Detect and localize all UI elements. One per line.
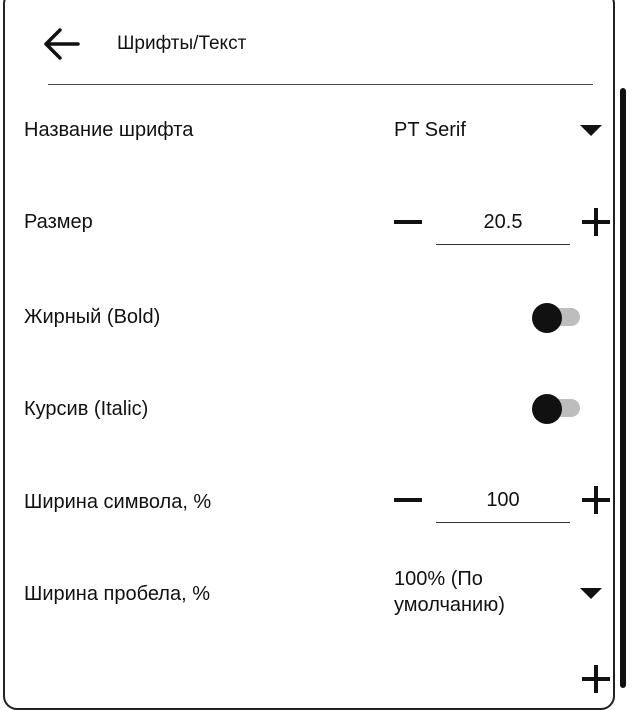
char-width-input[interactable] (436, 488, 570, 523)
char-width-stepper (392, 470, 612, 530)
size-input[interactable] (436, 210, 570, 245)
setting-size (0, 194, 612, 254)
size-decrease-button[interactable] (392, 205, 426, 239)
setting-font-name (0, 100, 612, 160)
bold-label: Жирный (Bold) (24, 306, 161, 328)
italic-toggle[interactable] (530, 392, 582, 424)
char-width-increase-button[interactable] (580, 483, 614, 517)
char-width-label: Ширина символа, % (24, 491, 212, 513)
toggle-knob (532, 303, 562, 333)
arrow-left-icon (40, 24, 84, 64)
next-increase-button[interactable] (580, 662, 614, 696)
toggle-knob (532, 394, 562, 424)
size-label: Размер (24, 211, 93, 233)
font-name-label: Название шрифта (24, 119, 194, 141)
space-width-value-line1: 100% (По (394, 568, 483, 590)
setting-italic (0, 380, 612, 440)
space-width-label: Ширина пробела, % (24, 583, 210, 605)
caret-down-icon (580, 588, 602, 599)
header-divider (48, 84, 593, 85)
font-name-dropdown[interactable] (394, 100, 608, 160)
setting-char-width (0, 470, 612, 530)
char-width-decrease-button[interactable] (392, 483, 426, 517)
page-title: Шрифты/Текст (117, 33, 247, 54)
bold-toggle[interactable] (530, 301, 582, 333)
space-width-value-line2: умолчанию) (394, 594, 505, 616)
setting-next-partial (0, 650, 612, 710)
size-stepper (392, 194, 612, 254)
font-name-value: PT Serif (394, 119, 466, 141)
header (0, 0, 640, 88)
setting-space-width (0, 562, 612, 622)
back-button[interactable] (40, 24, 84, 64)
space-width-dropdown[interactable] (394, 562, 608, 622)
size-increase-button[interactable] (580, 205, 614, 239)
setting-bold (0, 288, 612, 348)
scrollbar[interactable] (620, 88, 626, 688)
italic-label: Курсив (Italic) (24, 398, 149, 420)
caret-down-icon (580, 125, 602, 136)
